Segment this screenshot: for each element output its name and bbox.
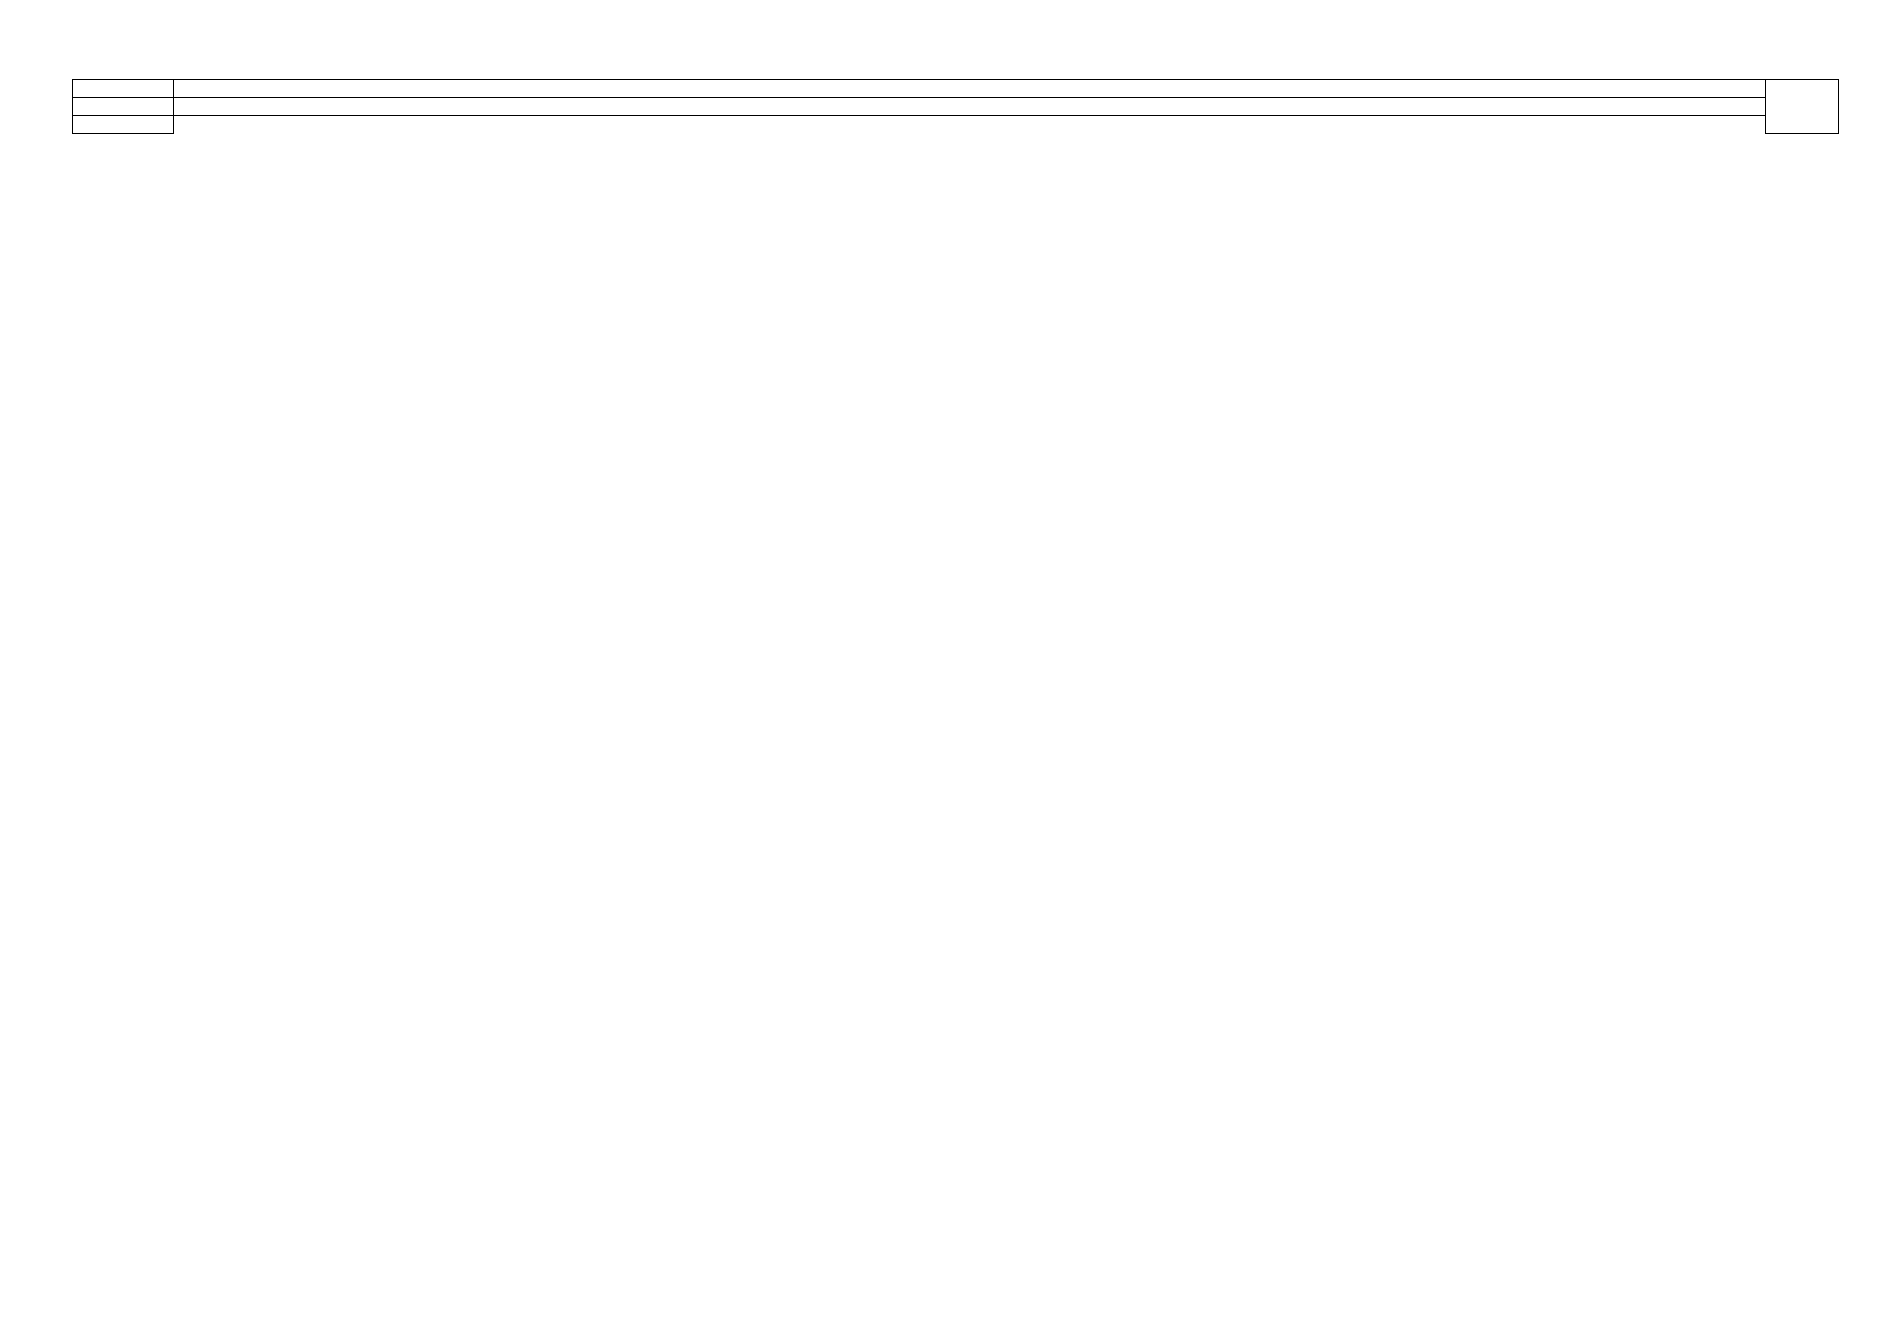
program-table	[72, 79, 1839, 134]
blood-value	[173, 80, 1765, 98]
kind-value	[173, 98, 1765, 116]
total-label	[1765, 80, 1838, 134]
kind-label	[73, 98, 174, 116]
class-label	[73, 116, 174, 134]
right-notes	[1038, 858, 1798, 876]
blood-label	[73, 80, 174, 98]
